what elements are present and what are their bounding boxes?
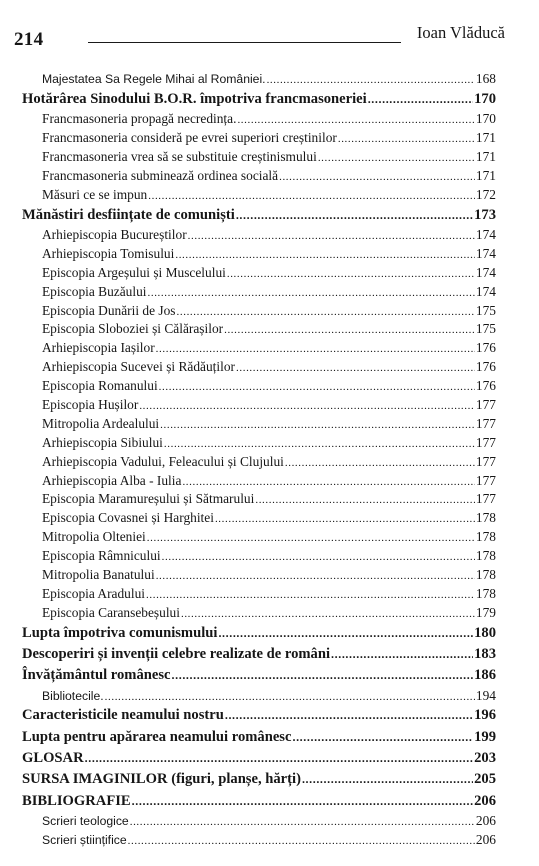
- toc-chapter-entry: [22, 89, 496, 110]
- toc-leader-dots: [160, 415, 475, 435]
- toc-entry-title: Episcopia Râmnicului: [42, 548, 161, 564]
- toc-section-entry: [22, 687, 496, 706]
- toc-section-entry: [22, 226, 496, 245]
- toc-entry-page: 194: [475, 687, 496, 703]
- toc-leader-dots: [267, 70, 475, 90]
- toc-leader-dots: [188, 226, 475, 246]
- toc-entry-page: 174: [475, 226, 496, 242]
- toc-leader-dots: [279, 167, 475, 187]
- toc-section-entry: [22, 604, 496, 623]
- toc-entry-page: 205: [474, 771, 496, 788]
- toc-entry-page: 174: [475, 264, 496, 280]
- toc-entry-title: Descoperiri și invenții celebre realizate de români: [22, 645, 331, 662]
- toc-leader-dots: [148, 186, 475, 206]
- toc-leader-dots: [156, 566, 475, 586]
- toc-entry-title: Arhiepiscopia Bucureștilor: [42, 226, 187, 242]
- toc-entry-page: 175: [475, 321, 496, 337]
- toc-leader-dots: [181, 604, 475, 624]
- toc-entry-page: 177: [475, 415, 496, 431]
- toc-entry-title: Mitropolia Banatului: [42, 566, 155, 582]
- page-number: 214: [14, 29, 44, 50]
- toc-section-entry: [22, 264, 496, 283]
- toc-leader-dots: [338, 129, 475, 149]
- toc-section-entry: [22, 585, 496, 604]
- toc-entry-title: Mitropolia Olteniei: [42, 529, 146, 545]
- toc-entry-title: Episcopia Romanului: [42, 378, 158, 394]
- toc-entry-page: 206: [475, 831, 496, 847]
- toc-entry-title: Mitropolia Ardealului: [42, 415, 160, 431]
- toc-section-entry: [22, 167, 496, 186]
- toc-leader-dots: [128, 831, 475, 851]
- toc-entry-title: Caracteristicile neamului nostru: [22, 707, 224, 724]
- toc-section-entry: [22, 358, 496, 377]
- toc-section-entry: [22, 509, 496, 528]
- toc-leader-dots: [368, 89, 473, 110]
- toc-entry-page: 174: [475, 245, 496, 261]
- toc-section-entry: [22, 302, 496, 321]
- toc-leader-dots: [164, 434, 475, 454]
- toc-section-entry: [22, 129, 496, 148]
- toc-chapter-entry: [22, 791, 496, 812]
- toc-section-entry: [22, 148, 496, 167]
- toc-chapter-entry: [22, 665, 496, 686]
- table-of-contents: [22, 70, 496, 850]
- toc-section-entry: [22, 377, 496, 396]
- toc-leader-dots: [147, 528, 475, 548]
- toc-entry-title: Arhiepiscopia Tomisului: [42, 245, 175, 261]
- toc-entry-title: Majestatea Sa Regele Mihai al României.: [42, 72, 266, 86]
- toc-entry-page: 173: [474, 206, 496, 223]
- toc-entry-title: Arhiepiscopia Vadului, Feleacului și Clujului: [42, 453, 284, 469]
- toc-leader-dots: [292, 727, 473, 748]
- toc-section-entry: [22, 831, 496, 850]
- toc-entry-page: 183: [474, 645, 496, 662]
- toc-entry-page: 172: [475, 186, 496, 202]
- toc-leader-dots: [318, 148, 475, 168]
- toc-leader-dots: [139, 396, 475, 416]
- toc-leader-dots: [159, 377, 475, 397]
- page-header: [0, 0, 539, 60]
- toc-entry-title: Bibliotecile.: [42, 688, 104, 703]
- toc-leader-dots: [105, 687, 475, 707]
- toc-section-entry: [22, 396, 496, 415]
- toc-section-entry: [22, 339, 496, 358]
- toc-section-entry: [22, 547, 496, 566]
- toc-entry-page: 177: [475, 453, 496, 469]
- toc-entry-title: BIBLIOGRAFIE: [22, 792, 131, 809]
- toc-leader-dots: [237, 110, 474, 130]
- toc-leader-dots: [85, 748, 473, 769]
- toc-entry-page: 199: [474, 728, 496, 745]
- toc-entry-title: Episcopia Covasnei și Harghitei: [42, 510, 214, 526]
- toc-entry-title: Episcopia Caransebeșului: [42, 604, 180, 620]
- toc-leader-dots: [162, 547, 475, 567]
- toc-leader-dots: [130, 812, 475, 832]
- toc-leader-dots: [146, 585, 475, 605]
- toc-entry-page: 186: [474, 667, 496, 684]
- toc-leader-dots: [255, 490, 475, 510]
- toc-section-entry: [22, 434, 496, 453]
- toc-entry-title: Francmasoneria vrea să se substituie creștinismului: [42, 148, 317, 164]
- toc-entry-page: 203: [474, 750, 496, 767]
- toc-entry-page: 206: [474, 792, 496, 809]
- toc-entry-title: Hotărârea Sinodului B.O.R. împotriva francmasoneriei: [22, 90, 367, 107]
- toc-leader-dots: [218, 623, 473, 644]
- toc-section-entry: [22, 110, 496, 129]
- toc-leader-dots: [156, 339, 475, 359]
- toc-entry-title: SURSA IMAGINILOR (figuri, planșe, hărți): [22, 771, 301, 788]
- toc-entry-page: 196: [474, 707, 496, 724]
- toc-entry-page: 177: [475, 472, 496, 488]
- toc-leader-dots: [227, 264, 475, 284]
- toc-entry-page: 177: [475, 434, 496, 450]
- toc-entry-page: 176: [475, 340, 496, 356]
- toc-chapter-entry: [22, 727, 496, 748]
- toc-leader-dots: [132, 791, 473, 812]
- toc-chapter-entry: [22, 644, 496, 665]
- toc-entry-page: 175: [475, 302, 496, 318]
- toc-entry-page: 178: [475, 529, 496, 545]
- toc-entry-page: 174: [475, 283, 496, 299]
- toc-entry-title: Scrieri teologice: [42, 813, 129, 828]
- toc-chapter-entry: [22, 705, 496, 726]
- toc-section-entry: [22, 186, 496, 205]
- toc-entry-page: 168: [475, 71, 496, 86]
- toc-leader-dots: [224, 320, 475, 340]
- toc-leader-dots: [302, 769, 473, 790]
- toc-section-entry: [22, 415, 496, 434]
- toc-entry-page: 180: [474, 624, 496, 641]
- toc-entry-page: 179: [475, 604, 496, 620]
- toc-entry-title: Arhiepiscopia Iașilor: [42, 340, 155, 356]
- toc-entry-page: 171: [475, 130, 496, 146]
- toc-entry-title: Episcopia Buzăului: [42, 283, 147, 299]
- toc-entry-title: Episcopia Sloboziei și Călărașilor: [42, 321, 224, 337]
- toc-entry-page: 170: [474, 90, 496, 107]
- toc-entry-title: Arhiepiscopia Alba - Iulia: [42, 472, 182, 488]
- toc-leader-dots: [331, 644, 473, 665]
- toc-leader-dots: [175, 245, 475, 265]
- toc-entry-page: 171: [475, 148, 496, 164]
- toc-entry-page: 178: [475, 548, 496, 564]
- toc-entry-title: Francmasoneria subminează ordinea socială: [42, 167, 279, 183]
- toc-section-entry: [22, 472, 496, 491]
- toc-entry-page: 177: [475, 396, 496, 412]
- toc-chapter-entry: [22, 205, 496, 226]
- toc-leader-dots: [177, 302, 475, 322]
- toc-entry-page: 206: [475, 812, 496, 828]
- toc-entry-page: 178: [475, 510, 496, 526]
- toc-section-entry: [22, 490, 496, 509]
- toc-entry-title: Lupta pentru apărarea neamului românesc: [22, 728, 292, 745]
- toc-leader-dots: [215, 509, 475, 529]
- toc-entry-title: Lupta împotriva comunismului: [22, 624, 218, 641]
- toc-entry-title: Episcopia Aradului: [42, 585, 146, 601]
- toc-leader-dots: [182, 472, 474, 492]
- toc-chapter-entry: [22, 748, 496, 769]
- toc-chapter-entry: [22, 623, 496, 644]
- toc-entry-title: GLOSAR: [22, 750, 84, 767]
- toc-section-entry: [22, 566, 496, 585]
- toc-section-entry: [22, 283, 496, 302]
- toc-entry-title: Mănăstiri desființate de comuniști: [22, 206, 235, 223]
- toc-entry-title: Francmasoneria consideră pe evrei superiori creștinilor: [42, 130, 337, 146]
- toc-leader-dots: [236, 205, 473, 226]
- toc-entry-title: Arhiepiscopia Sibiului: [42, 434, 163, 450]
- toc-entry-title: Episcopia Hușilor: [42, 396, 139, 412]
- toc-entry-page: 177: [475, 491, 496, 507]
- toc-section-entry: [22, 453, 496, 472]
- toc-entry-page: 176: [475, 359, 496, 375]
- toc-chapter-entry: [22, 769, 496, 790]
- toc-section-entry: [22, 70, 496, 89]
- toc-entry-title: Francmasoneria propagă necredința.: [42, 111, 237, 127]
- toc-leader-dots: [236, 358, 475, 378]
- toc-entry-title: Scrieri științifice: [42, 832, 127, 847]
- toc-entry-page: 176: [475, 378, 496, 394]
- toc-leader-dots: [172, 665, 474, 686]
- toc-entry-title: Măsuri ce se impun: [42, 186, 148, 202]
- toc-entry-page: 178: [475, 566, 496, 582]
- running-head-author: Ioan Vlăducă: [416, 23, 505, 42]
- toc-section-entry: [22, 812, 496, 831]
- toc-entry-title: Arhiepiscopia Sucevei și Rădăuților: [42, 359, 236, 375]
- toc-entry-page: 170: [475, 111, 496, 127]
- toc-entry-page: 178: [475, 585, 496, 601]
- header-rule: [88, 42, 401, 43]
- toc-entry-title: Episcopia Maramureșului și Sătmarului: [42, 491, 255, 507]
- toc-leader-dots: [285, 453, 475, 473]
- toc-section-entry: [22, 528, 496, 547]
- toc-entry-title: Episcopia Argeșului și Muscelului: [42, 264, 226, 280]
- toc-leader-dots: [148, 283, 475, 303]
- toc-leader-dots: [225, 705, 473, 726]
- toc-entry-title: Învățământul românesc: [22, 667, 171, 684]
- toc-section-entry: [22, 320, 496, 339]
- toc-entry-page: 171: [475, 167, 496, 183]
- toc-section-entry: [22, 245, 496, 264]
- toc-entry-title: Episcopia Dunării de Jos: [42, 302, 176, 318]
